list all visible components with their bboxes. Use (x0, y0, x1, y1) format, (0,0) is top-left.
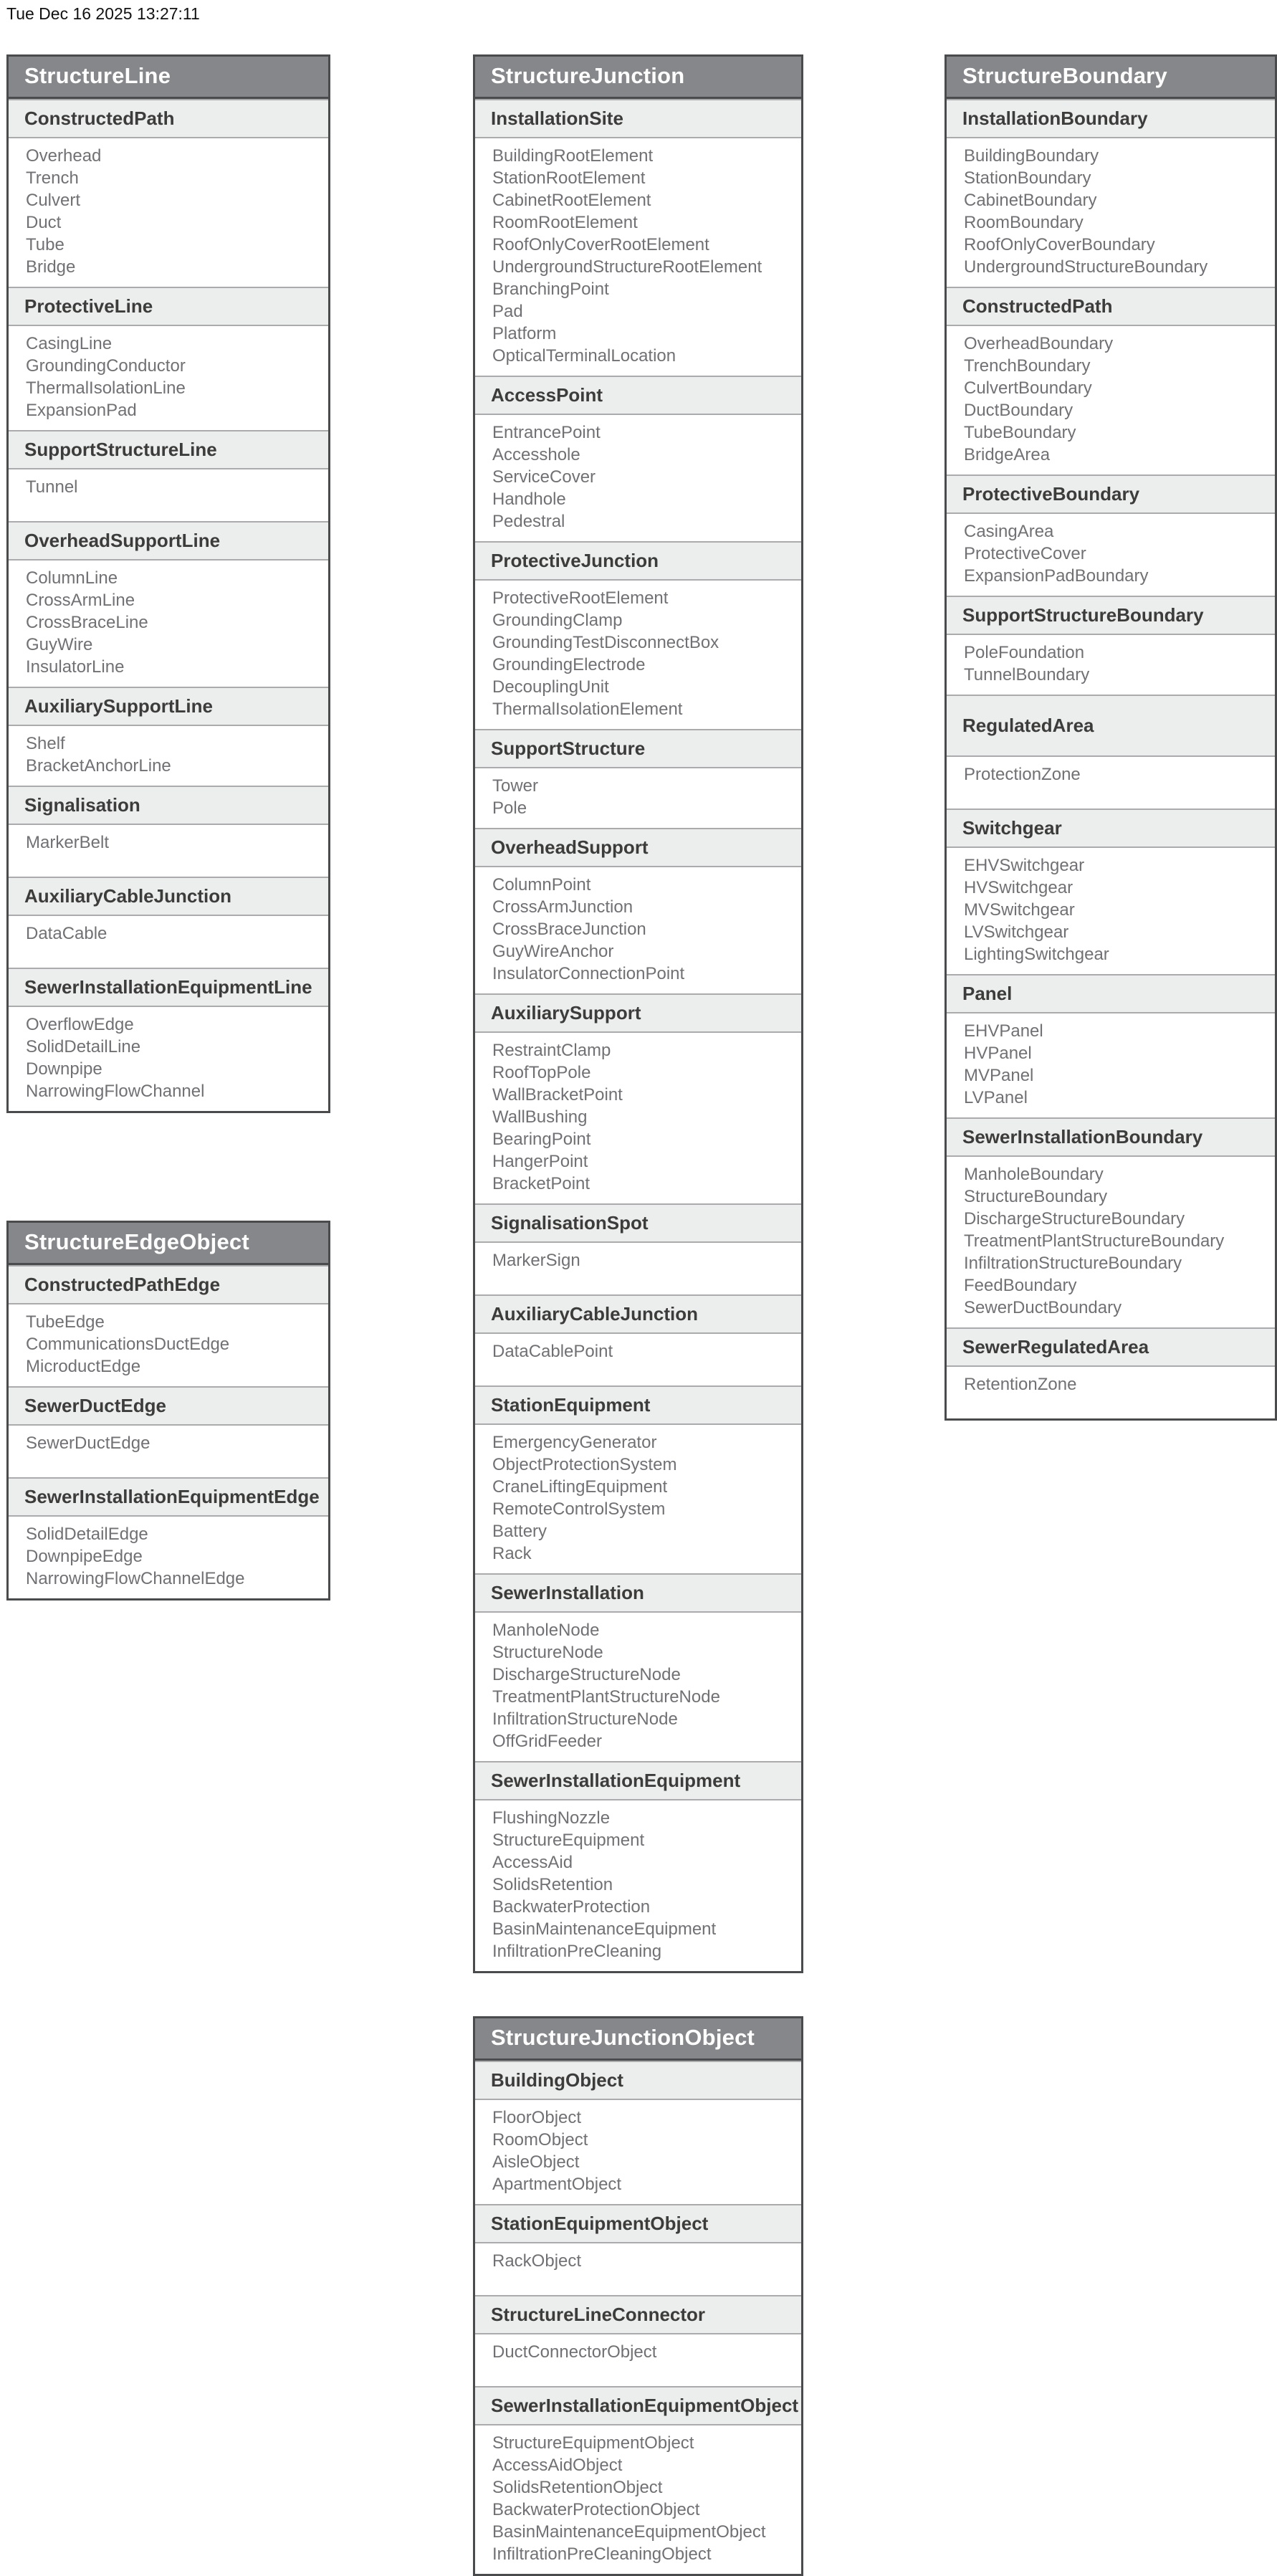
list-item: Pole (492, 798, 527, 818)
section-body (475, 768, 801, 828)
list-item: MarkerBelt (26, 833, 110, 852)
list-item: Culvert (26, 191, 81, 210)
section-body (9, 825, 328, 877)
list-item: NarrowingFlowChannelEdge (26, 1569, 245, 1588)
section-header: SignalisationSpot (475, 1203, 801, 1243)
list-item: ManholeBoundary (964, 1165, 1104, 1184)
section-protective-junction (475, 541, 801, 729)
list-item: Shelf (26, 734, 65, 753)
section-sewer-installation-equipment-object (475, 2386, 801, 2574)
list-item: GroundingClamp (492, 611, 623, 630)
list-item: Battery (492, 1522, 547, 1541)
section-body (9, 726, 328, 786)
list-item: Rack (492, 1544, 532, 1563)
list-item: BridgeArea (964, 445, 1051, 464)
timestamp: Tue Dec 16 2025 13:27:11 (6, 4, 200, 23)
section-auxiliary-cable-junction (475, 1294, 801, 1385)
section-sewer-duct-edge (9, 1386, 328, 1477)
list-item: BranchingPoint (492, 280, 609, 299)
list-item: StructureEquipmentObject (492, 2433, 694, 2453)
list-item: Trench (26, 168, 79, 188)
list-item: RoofOnlyCoverBoundary (964, 235, 1155, 254)
section-header: Switchgear (947, 808, 1275, 848)
section-body (475, 138, 801, 376)
section-header: ProtectiveBoundary (947, 474, 1275, 514)
list-item: EmergencyGenerator (492, 1433, 657, 1452)
list-item: SolidDetailLine (26, 1037, 141, 1056)
list-item: TunnelBoundary (964, 665, 1090, 684)
section-sewer-regulated-area (947, 1327, 1275, 1418)
list-item: Platform (492, 324, 557, 343)
section-body (947, 138, 1275, 287)
section-header: AccessPoint (475, 376, 801, 415)
panel-title: StructureJunctionObject (475, 2018, 801, 2061)
section-body (947, 1367, 1275, 1418)
panel-title: StructureLine (9, 57, 328, 99)
list-item: Duct (26, 213, 62, 232)
section-body (475, 2334, 801, 2386)
section-header: AuxiliarySupportLine (9, 687, 328, 726)
section-header: ConstructedPath (9, 99, 328, 138)
section-header: SupportStructure (475, 729, 801, 768)
section-auxiliary-cable-junction (9, 877, 328, 968)
list-item: StructureNode (492, 1643, 603, 1662)
list-item: StructureBoundary (964, 1187, 1108, 1206)
list-item: OpticalTerminalLocation (492, 346, 676, 366)
list-item: WallBracketPoint (492, 1085, 623, 1105)
list-item: ColumnPoint (492, 875, 591, 895)
section-header: SupportStructureLine (9, 430, 328, 469)
section-header: ProtectiveLine (9, 287, 328, 326)
section-body (947, 514, 1275, 596)
list-item: EntrancePoint (492, 423, 601, 442)
section-sewer-installation-boundary (947, 1117, 1275, 1327)
section-header: OverheadSupport (475, 828, 801, 867)
section-header: InstallationBoundary (947, 99, 1275, 138)
list-item: Handhole (492, 490, 566, 509)
section-protective-line (9, 287, 328, 430)
panel-structure-junction-object (473, 2016, 803, 2576)
section-body (475, 1800, 801, 1971)
list-item: GroundingConductor (26, 356, 186, 376)
list-item: RoofTopPole (492, 1063, 591, 1082)
list-item: AccessAidObject (492, 2456, 623, 2475)
list-item: HangerPoint (492, 1152, 588, 1171)
section-body (9, 1517, 328, 1598)
list-item: Bridge (26, 257, 76, 277)
list-item: OverheadBoundary (964, 334, 1114, 353)
list-item: ServiceCover (492, 467, 596, 487)
list-item: UndergroundStructureBoundary (964, 257, 1208, 277)
list-item: Tube (26, 235, 64, 254)
section-regulated-area (947, 695, 1275, 808)
list-item: ProtectiveCover (964, 544, 1086, 563)
section-header: SewerInstallationEquipment (475, 1761, 801, 1800)
section-header: SewerInstallationEquipmentLine (9, 968, 328, 1007)
column-right (944, 54, 1277, 1421)
list-item: OverflowEdge (26, 1015, 134, 1034)
list-item: FloorObject (492, 2108, 582, 2127)
section-signalisation (9, 786, 328, 877)
section-header: Panel (947, 974, 1275, 1013)
section-body (475, 1613, 801, 1761)
list-item: MarkerSign (492, 1251, 580, 1270)
section-body (475, 1033, 801, 1203)
list-item: TubeEdge (26, 1312, 105, 1332)
section-header: ConstructedPathEdge (9, 1265, 328, 1304)
list-item: Overhead (26, 146, 102, 166)
list-item: BearingPoint (492, 1130, 591, 1149)
section-body (9, 560, 328, 687)
list-item: FeedBoundary (964, 1276, 1077, 1295)
list-item: BracketAnchorLine (26, 756, 171, 776)
list-item: Accesshole (492, 445, 580, 464)
list-item: StationRootElement (492, 168, 646, 188)
list-item: ThermalIsolationElement (492, 700, 683, 719)
section-body (947, 1013, 1275, 1117)
section-header: SewerInstallation (475, 1573, 801, 1613)
section-body (475, 581, 801, 729)
list-item: InfiltrationStructureNode (492, 1709, 678, 1729)
list-item: RoofOnlyCoverRootElement (492, 235, 709, 254)
column-left (6, 54, 330, 1601)
list-item: ManholeNode (492, 1621, 600, 1640)
list-item: DischargeStructureNode (492, 1665, 681, 1684)
section-header: AuxiliaryCableJunction (9, 877, 328, 916)
list-item: BackwaterProtection (492, 1897, 651, 1917)
list-item: DuctBoundary (964, 401, 1073, 420)
list-item: AisleObject (492, 2152, 580, 2172)
list-item: InfiltrationPreCleaning (492, 1942, 662, 1961)
list-item: AccessAid (492, 1853, 573, 1872)
section-body (9, 326, 328, 430)
list-item: TubeBoundary (964, 423, 1076, 442)
list-item: GuyWireAnchor (492, 942, 614, 961)
list-item: WallBushing (492, 1107, 588, 1127)
section-support-structure (475, 729, 801, 828)
section-sewer-installation (475, 1573, 801, 1761)
section-header: Signalisation (9, 786, 328, 825)
list-item: CasingLine (26, 334, 113, 353)
section-header: StationEquipmentObject (475, 2204, 801, 2243)
section-auxiliary-support-line (9, 687, 328, 786)
list-item: CommunicationsDuctEdge (26, 1335, 230, 1354)
section-sewer-installation-equipment (475, 1761, 801, 1971)
list-item: HVSwitchgear (964, 878, 1073, 897)
list-item: StationBoundary (964, 168, 1091, 188)
list-item: ObjectProtectionSystem (492, 1455, 677, 1474)
section-installation-boundary (947, 99, 1275, 287)
section-body (9, 1426, 328, 1477)
section-header: StructureLineConnector (475, 2295, 801, 2334)
section-constructed-path (9, 99, 328, 287)
section-body (947, 848, 1275, 974)
list-item: BuildingRootElement (492, 146, 654, 166)
list-item: SolidsRetention (492, 1875, 613, 1894)
section-header: SewerInstallationBoundary (947, 1117, 1275, 1157)
list-item: InfiltrationStructureBoundary (964, 1254, 1182, 1273)
column-middle (473, 54, 803, 2576)
list-item: BasinMaintenanceEquipmentObject (492, 2522, 766, 2542)
section-constructed-path (947, 287, 1275, 474)
section-switchgear (947, 808, 1275, 974)
section-access-point (475, 376, 801, 541)
panel-structure-edge-object (6, 1221, 330, 1601)
section-body (9, 1304, 328, 1386)
section-support-structure-line (9, 430, 328, 521)
section-body (475, 2243, 801, 2295)
section-sewer-installation-equipment-line (9, 968, 328, 1111)
list-item: InsulatorLine (26, 657, 125, 677)
list-item: DuctConnectorObject (492, 2342, 657, 2362)
section-body (475, 1425, 801, 1573)
panel-structure-boundary (944, 54, 1277, 1421)
list-item: BackwaterProtectionObject (492, 2500, 700, 2519)
section-station-equipment-object (475, 2204, 801, 2295)
list-item: RemoteControlSystem (492, 1499, 666, 1519)
section-header: AuxiliarySupport (475, 993, 801, 1033)
list-item: TrenchBoundary (964, 356, 1091, 376)
list-item: RoomRootElement (492, 213, 638, 232)
list-item: ExpansionPad (26, 401, 137, 420)
list-item: ThermalIsolationLine (26, 378, 186, 398)
section-header: SewerInstallationEquipmentObject (475, 2386, 801, 2425)
section-header: SewerInstallationEquipmentEdge (9, 1477, 328, 1517)
section-body (9, 1007, 328, 1111)
list-item: CrossArmJunction (492, 897, 633, 917)
list-item: NarrowingFlowChannel (26, 1082, 205, 1101)
section-installation-site (475, 99, 801, 376)
list-item: LightingSwitchgear (964, 945, 1109, 964)
list-item: ProtectiveRootElement (492, 588, 669, 608)
panel-title: StructureEdgeObject (9, 1223, 328, 1265)
section-body (947, 1157, 1275, 1327)
list-item: BasinMaintenanceEquipment (492, 1919, 717, 1939)
section-body (475, 415, 801, 541)
list-item: DataCable (26, 924, 107, 943)
list-item: CrossBraceJunction (492, 920, 646, 939)
list-item: CrossBraceLine (26, 613, 148, 632)
list-item: StructureEquipment (492, 1831, 645, 1850)
section-header: SewerRegulatedArea (947, 1327, 1275, 1367)
section-header: SupportStructureBoundary (947, 596, 1275, 635)
section-panel (947, 974, 1275, 1117)
list-item: DecouplingUnit (492, 677, 609, 697)
list-item: DataCablePoint (492, 1342, 613, 1361)
list-item: HVPanel (964, 1044, 1032, 1063)
section-body (947, 326, 1275, 474)
list-item: LVPanel (964, 1088, 1028, 1107)
list-item: SewerDuctBoundary (964, 1298, 1122, 1317)
panel-structure-junction (473, 54, 803, 1973)
section-body (475, 2100, 801, 2204)
list-item: MVSwitchgear (964, 900, 1075, 920)
section-header: StationEquipment (475, 1385, 801, 1425)
section-overhead-support (475, 828, 801, 993)
list-item: RoomObject (492, 2130, 588, 2150)
panel-title: StructureJunction (475, 57, 801, 99)
list-item: RestraintClamp (492, 1041, 611, 1060)
section-header: AuxiliaryCableJunction (475, 1294, 801, 1334)
section-body (475, 1334, 801, 1385)
section-body (947, 635, 1275, 695)
section-body (9, 469, 328, 521)
section-signalisation-spot (475, 1203, 801, 1294)
list-item: RoomBoundary (964, 213, 1084, 232)
list-item: GroundingTestDisconnectBox (492, 633, 719, 652)
list-item: MVPanel (964, 1066, 1034, 1085)
section-header: OverheadSupportLine (9, 521, 328, 560)
list-item: EHVPanel (964, 1021, 1043, 1041)
section-body (9, 138, 328, 287)
section-support-structure-boundary (947, 596, 1275, 695)
list-item: RetentionZone (964, 1375, 1077, 1394)
list-item: Pad (492, 302, 523, 321)
list-item: Tunnel (26, 477, 78, 497)
section-header: BuildingObject (475, 2061, 801, 2100)
list-item: Pedestral (492, 512, 565, 531)
list-item: InsulatorConnectionPoint (492, 964, 685, 983)
section-body (475, 1243, 801, 1294)
section-body (947, 757, 1275, 808)
section-header: ProtectiveJunction (475, 541, 801, 581)
list-item: ColumnLine (26, 568, 118, 588)
list-item: RackObject (492, 2251, 582, 2271)
section-header: RegulatedArea (947, 695, 1275, 757)
list-item: BracketPoint (492, 1174, 590, 1193)
list-item: LVSwitchgear (964, 922, 1069, 942)
section-auxiliary-support (475, 993, 801, 1203)
list-item: CrossArmLine (26, 591, 135, 610)
list-item: EHVSwitchgear (964, 856, 1085, 875)
section-building-object (475, 2061, 801, 2204)
section-sewer-installation-equipment-edge (9, 1477, 328, 1598)
list-item: ProtectionZone (964, 765, 1081, 784)
section-overhead-support-line (9, 521, 328, 687)
section-body (475, 867, 801, 993)
section-header: SewerDuctEdge (9, 1386, 328, 1426)
panel-title: StructureBoundary (947, 57, 1275, 99)
list-item: CulvertBoundary (964, 378, 1092, 398)
section-body (9, 916, 328, 968)
list-item: Downpipe (26, 1059, 102, 1079)
list-item: SewerDuctEdge (26, 1434, 150, 1453)
list-item: GroundingElectrode (492, 655, 646, 674)
list-item: CabinetBoundary (964, 191, 1097, 210)
section-structure-line-connector (475, 2295, 801, 2386)
section-station-equipment (475, 1385, 801, 1573)
list-item: CabinetRootElement (492, 191, 651, 210)
list-item: MicroductEdge (26, 1357, 141, 1376)
list-item: SolidsRetentionObject (492, 2478, 663, 2497)
list-item: ExpansionPadBoundary (964, 566, 1149, 586)
list-item: PoleFoundation (964, 643, 1085, 662)
list-item: UndergroundStructureRootElement (492, 257, 762, 277)
panel-structure-line (6, 54, 330, 1113)
section-header: InstallationSite (475, 99, 801, 138)
section-protective-boundary (947, 474, 1275, 596)
list-item: BuildingBoundary (964, 146, 1099, 166)
section-constructed-path-edge (9, 1265, 328, 1386)
section-body (475, 2425, 801, 2574)
list-item: DownpipeEdge (26, 1547, 143, 1566)
list-item: OffGridFeeder (492, 1732, 602, 1751)
list-item: CraneLiftingEquipment (492, 1477, 668, 1497)
list-item: TreatmentPlantStructureBoundary (964, 1231, 1225, 1251)
list-item: ApartmentObject (492, 2175, 622, 2194)
list-item: Tower (492, 776, 539, 796)
section-header: ConstructedPath (947, 287, 1275, 326)
list-item: TreatmentPlantStructureNode (492, 1687, 720, 1707)
list-item: FlushingNozzle (492, 1808, 611, 1828)
list-item: InfiltrationPreCleaningObject (492, 2544, 712, 2564)
list-item: CasingArea (964, 522, 1054, 541)
list-item: DischargeStructureBoundary (964, 1209, 1185, 1229)
list-item: GuyWire (26, 635, 93, 654)
list-item: SolidDetailEdge (26, 1525, 148, 1544)
